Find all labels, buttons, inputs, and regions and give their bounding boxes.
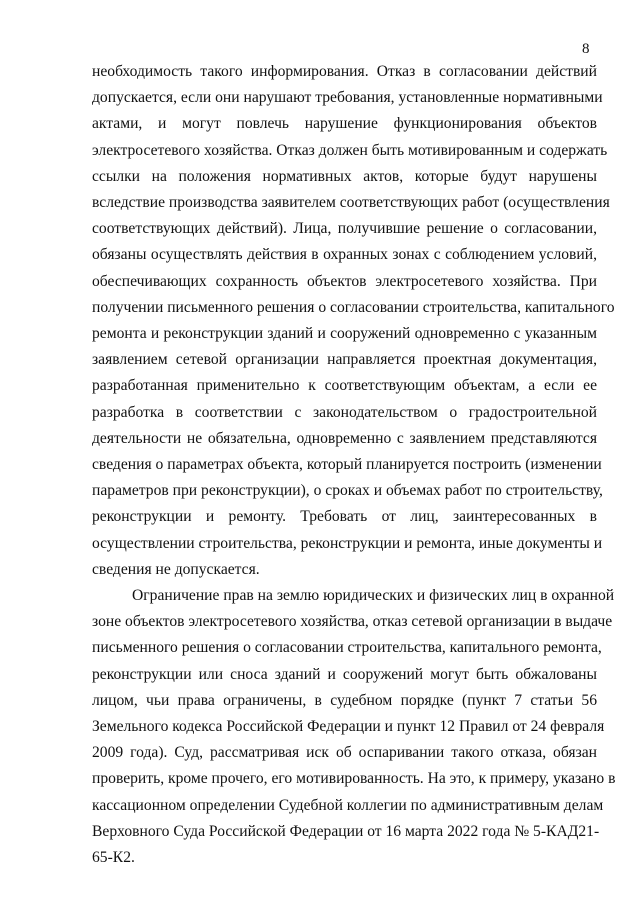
text-line: параметров при реконструкции), о сроках и объемах работ по строительству, xyxy=(92,482,603,500)
text-line: допускается, если они нарушают требования, установленные нормативными xyxy=(92,89,603,107)
text-line: письменного решения о согласовании строительства, капитального ремонта, xyxy=(92,639,602,657)
text-line: Ограничение прав на землю юридических и физических лиц в охранной xyxy=(132,587,615,604)
text-line: вследствие производства заявителем соответствующих работ (осуществления xyxy=(92,194,610,211)
text-line: проверить, кроме прочего, его мотивированность. На это, к примеру, указано в xyxy=(92,770,616,788)
text-line: получении письменного решения о согласовании строительства, капитального xyxy=(92,298,615,316)
text-line: электросетевого хозяйства. Отказ должен быть мотивированным и содержать xyxy=(92,141,608,159)
text-line: обязаны осуществлять действия в охранных зонах с соблюдением условий, xyxy=(92,246,597,264)
text-line: соответствующих действий). Лица, получившие решение о согласовании, xyxy=(92,220,597,238)
text-line: разработка в соответствии с законодательством о градостроительной xyxy=(92,403,597,421)
text-line: обеспечивающих сохранность объектов электросетевого хозяйства. При xyxy=(92,272,597,290)
text-line: кассационном определении Судебной коллегии по административным делам xyxy=(92,796,604,814)
text-line: актами, и могут повлечь нарушение функционирования объектов xyxy=(92,115,597,133)
text-line: осуществлении строительства, реконструкции и ремонта, иные документы и xyxy=(92,534,603,552)
text-line: Земельного кодекса Российской Федерации и пункт 12 Правил от 24 февраля xyxy=(92,718,605,735)
text-line: сведения о параметрах объекта, который планируется построить (изменении xyxy=(92,456,602,473)
text-line: зоне объектов электросетевого хозяйства, отказ сетевой организации в выдаче xyxy=(92,613,613,631)
text-line: ремонта и реконструкции зданий и сооружений одновременно с указанным xyxy=(92,325,597,342)
text-line: 2009 года). Суд, рассматривая иск об оспаривании такого отказа, обязан xyxy=(92,744,597,762)
text-line: деятельности не обязательна, одновременно с заявлением представляются xyxy=(92,429,597,447)
text-line: реконструкции или сноса зданий и сооружений могут быть обжалованы xyxy=(92,665,597,683)
text-line: Верховного Суда Российской Федерации от 16 марта 2022 года № 5-КАД21- xyxy=(92,822,600,840)
text-line: реконструкции и ремонту. Требовать от лиц, заинтересованных в xyxy=(92,508,597,526)
text-line: необходимость такого информирования. Отказ в согласовании действий xyxy=(92,63,597,80)
text-line: разработанная применительно к соответствующим объектам, а если ее xyxy=(92,377,597,395)
text-line: лицом, чьи права ограничены, в судебном порядке (пункт 7 статьи 56 xyxy=(92,691,597,709)
page-number: 8 xyxy=(582,41,590,57)
text-line: заявлением сетевой организации направляется проектная документация, xyxy=(92,351,597,369)
text-line: сведения не допускается. xyxy=(92,560,260,578)
text-line: 65-К2. xyxy=(92,849,135,866)
text-line: ссылки на положения нормативных актов, которые будут нарушены xyxy=(92,167,597,185)
